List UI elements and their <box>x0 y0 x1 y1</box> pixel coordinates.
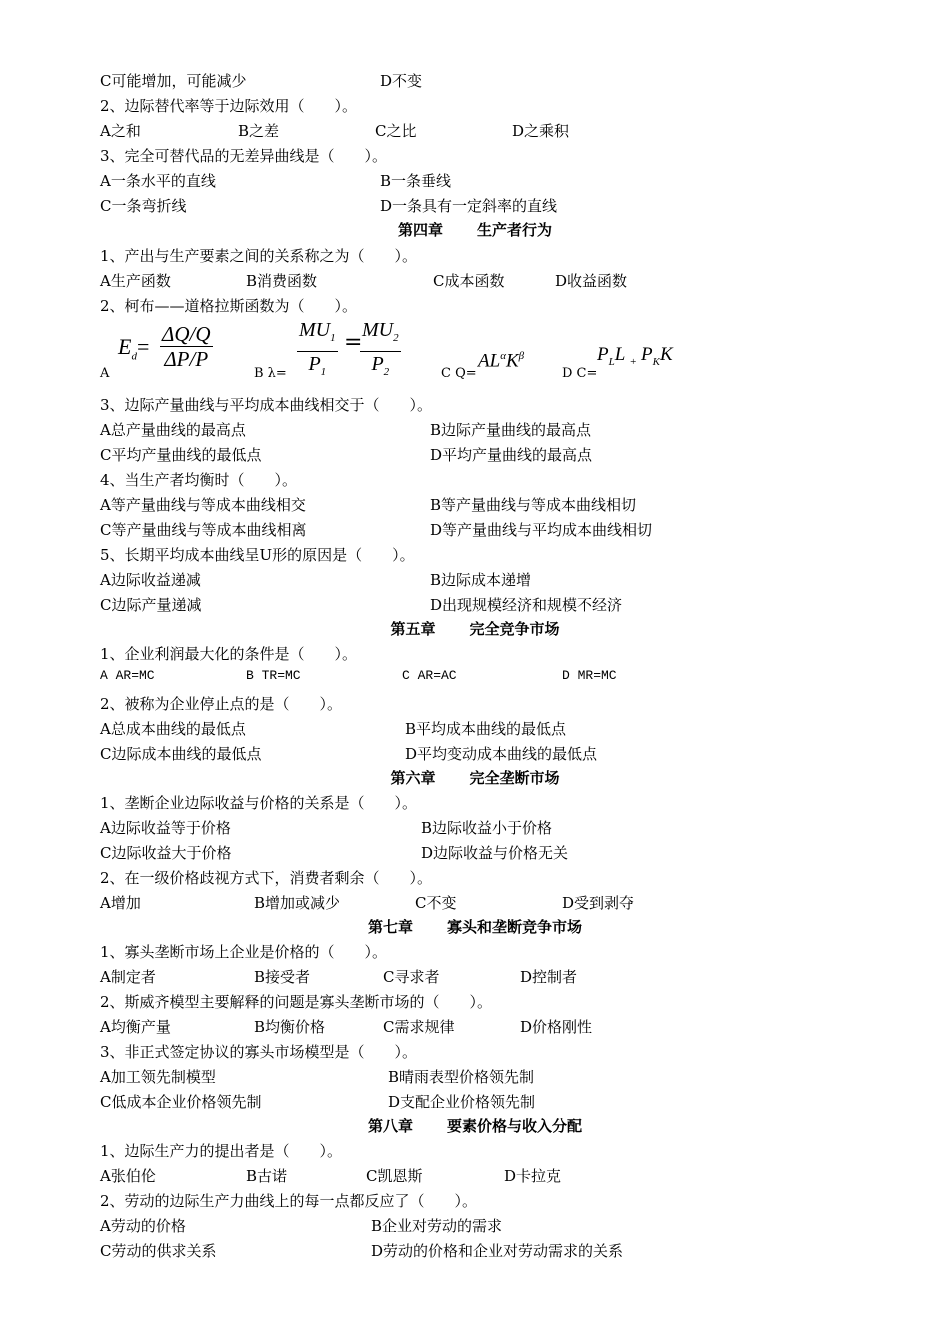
option-d: D控制者 <box>520 968 578 986</box>
option-a: A均衡产量 <box>100 1018 171 1036</box>
option-b: B边际收益小于价格 <box>421 819 553 837</box>
question-text: 1、企业利润最大化的条件是（ ）。 <box>100 645 358 663</box>
option-c: C边际产量递减 <box>100 596 202 614</box>
chapter-number: 第七章 <box>367 918 413 936</box>
option-c: C凯恩斯 <box>366 1167 423 1185</box>
question-text: 2、边际替代率等于边际效用（ ）。 <box>100 97 358 115</box>
option-a: A劳动的价格 <box>100 1217 186 1235</box>
option-b: B平均成本曲线的最低点 <box>405 720 567 738</box>
option-d: D支配企业价格领先制 <box>388 1093 536 1111</box>
option-c: C平均产量曲线的最低点 <box>100 446 262 464</box>
option-c: C可能增加，可能减少 <box>100 72 247 90</box>
option-c: C低成本企业价格领先制 <box>100 1093 262 1111</box>
option-a: A总成本曲线的最低点 <box>100 720 246 738</box>
option-b: B消费函数 <box>246 272 318 290</box>
chapter-heading <box>0 219 950 241</box>
option-b: B均衡价格 <box>254 1018 326 1036</box>
question-text: 2、在一级价格歧视方式下，消费者剩余（ ）。 <box>100 869 433 887</box>
option-a-label: A <box>100 366 110 381</box>
question-text: 1、垄断企业边际收益与价格的关系是（ ）。 <box>100 794 418 812</box>
chapter-number: 第六章 <box>390 769 436 787</box>
chapter-heading <box>0 618 950 640</box>
chapter-title: 完全竞争市场 <box>469 620 560 638</box>
option-b: B一条垂线 <box>380 172 452 190</box>
option-d: D不变 <box>380 72 423 90</box>
option-a: A制定者 <box>100 968 156 986</box>
question-text: 1、边际生产力的提出者是（ ）。 <box>100 1142 343 1160</box>
option-d: D平均变动成本曲线的最低点 <box>405 745 598 763</box>
option-c-label: C Q= <box>441 366 477 381</box>
option-c: C一条弯折线 <box>100 197 187 215</box>
option-c: C等产量曲线与等成本曲线相离 <box>100 521 307 539</box>
option-a: A边际收益等于价格 <box>100 819 231 837</box>
chapter-heading <box>0 916 950 938</box>
option-d: D受到剥夺 <box>562 894 635 912</box>
option-d: D一条具有一定斜率的直线 <box>380 197 558 215</box>
question-text: 2、柯布——道格拉斯函数为（ ）。 <box>100 297 358 315</box>
option-a: A等产量曲线与等成本曲线相交 <box>100 496 306 514</box>
option-d: D边际收益与价格无关 <box>421 844 569 862</box>
formula-a-lhs: $E_d=$ <box>118 334 150 363</box>
chapter-title: 生产者行为 <box>477 221 553 239</box>
option-a: A加工领先制模型 <box>100 1068 216 1086</box>
chapter-number: 第八章 <box>367 1117 413 1135</box>
question-text: 3、边际产量曲线与平均成本曲线相交于（ ）。 <box>100 396 433 414</box>
option-c: C需求规律 <box>383 1018 455 1036</box>
chapter-title: 要素价格与收入分配 <box>447 1117 583 1135</box>
option-c: C之比 <box>375 122 417 140</box>
option-c: C边际成本曲线的最低点 <box>100 745 262 763</box>
question-text: 2、被称为企业停止点的是（ ）。 <box>100 695 343 713</box>
option-a: A一条水平的直线 <box>100 172 216 190</box>
option-c: C AR=AC <box>402 668 457 683</box>
option-a: A生产函数 <box>100 272 171 290</box>
question-text: 4、当生产者均衡时（ ）。 <box>100 471 298 489</box>
option-b: B等产量曲线与等成本曲线相切 <box>430 496 637 514</box>
option-d: D出现规模经济和规模不经济 <box>430 596 623 614</box>
question-text: 2、斯威齐模型主要解释的问题是寡头垄断市场的（ ）。 <box>100 993 493 1011</box>
question-text: 3、完全可替代品的无差异曲线是（ ）。 <box>100 147 388 165</box>
chapter-title: 寡头和垄断竞争市场 <box>447 918 583 936</box>
option-c: C不变 <box>415 894 457 912</box>
question-text: 2、劳动的边际生产力曲线上的每一点都反应了（ ）。 <box>100 1192 478 1210</box>
option-b: B接受者 <box>254 968 311 986</box>
chapter-heading <box>0 767 950 789</box>
chapter-title: 完全垄断市场 <box>469 769 560 787</box>
formula-b-fraction-2: $\frac{MU_2}{P_2}$ <box>362 319 399 378</box>
option-d: D等产量曲线与平均成本曲线相切 <box>430 521 653 539</box>
option-d: D卡拉克 <box>504 1167 562 1185</box>
question-text: 1、产出与生产要素之间的关系称之为（ ）。 <box>100 247 418 265</box>
option-c: C边际收益大于价格 <box>100 844 232 862</box>
option-b-label: B λ= <box>254 366 287 381</box>
option-b: B边际产量曲线的最高点 <box>430 421 592 439</box>
option-c: C成本函数 <box>433 272 505 290</box>
question-text: 3、非正式签定协议的寡头市场模型是（ ）。 <box>100 1043 418 1061</box>
option-b: B TR=MC <box>246 668 301 683</box>
question-text: 5、长期平均成本曲线呈U形的原因是（ ）。 <box>100 546 415 564</box>
option-d: D MR=MC <box>562 668 617 683</box>
option-b: B增加或减少 <box>254 894 341 912</box>
formula-b-fraction-1: $\frac{MU_1}{P_1}$ <box>299 319 336 378</box>
formula-a-fraction: $\frac{\Delta Q/Q}{\Delta P/P}$ <box>162 322 211 371</box>
formula-d: $P_LL$ $_+$ $P_KK$ <box>597 344 673 368</box>
option-d: D平均产量曲线的最高点 <box>430 446 593 464</box>
option-a: A边际收益递减 <box>100 571 201 589</box>
option-a: A总产量曲线的最高点 <box>100 421 246 439</box>
option-d: D之乘积 <box>512 122 570 140</box>
equals-sign: = <box>344 330 363 355</box>
option-d: D价格刚性 <box>520 1018 593 1036</box>
option-a: A张伯伦 <box>100 1167 156 1185</box>
option-d: D劳动的价格和企业对劳动需求的关系 <box>371 1242 624 1260</box>
option-a: A AR=MC <box>100 668 155 683</box>
chapter-number: 第四章 <box>397 221 443 239</box>
option-a: A之和 <box>100 122 141 140</box>
option-b: B古诺 <box>246 1167 288 1185</box>
option-b: B晴雨表型价格领先制 <box>388 1068 535 1086</box>
formula-c: $AL^\alpha K^\beta$ <box>478 350 525 372</box>
chapter-heading <box>0 1115 950 1137</box>
option-b: B企业对劳动的需求 <box>371 1217 503 1235</box>
question-text: 1、寡头垄断市场上企业是价格的（ ）。 <box>100 943 388 961</box>
option-c: C寻求者 <box>383 968 440 986</box>
option-c: C劳动的供求关系 <box>100 1242 217 1260</box>
option-d: D收益函数 <box>555 272 628 290</box>
option-a: A增加 <box>100 894 141 912</box>
option-b: B之差 <box>238 122 280 140</box>
option-d-label: D C= <box>562 366 598 381</box>
option-b: B边际成本递增 <box>430 571 532 589</box>
chapter-number: 第五章 <box>390 620 436 638</box>
